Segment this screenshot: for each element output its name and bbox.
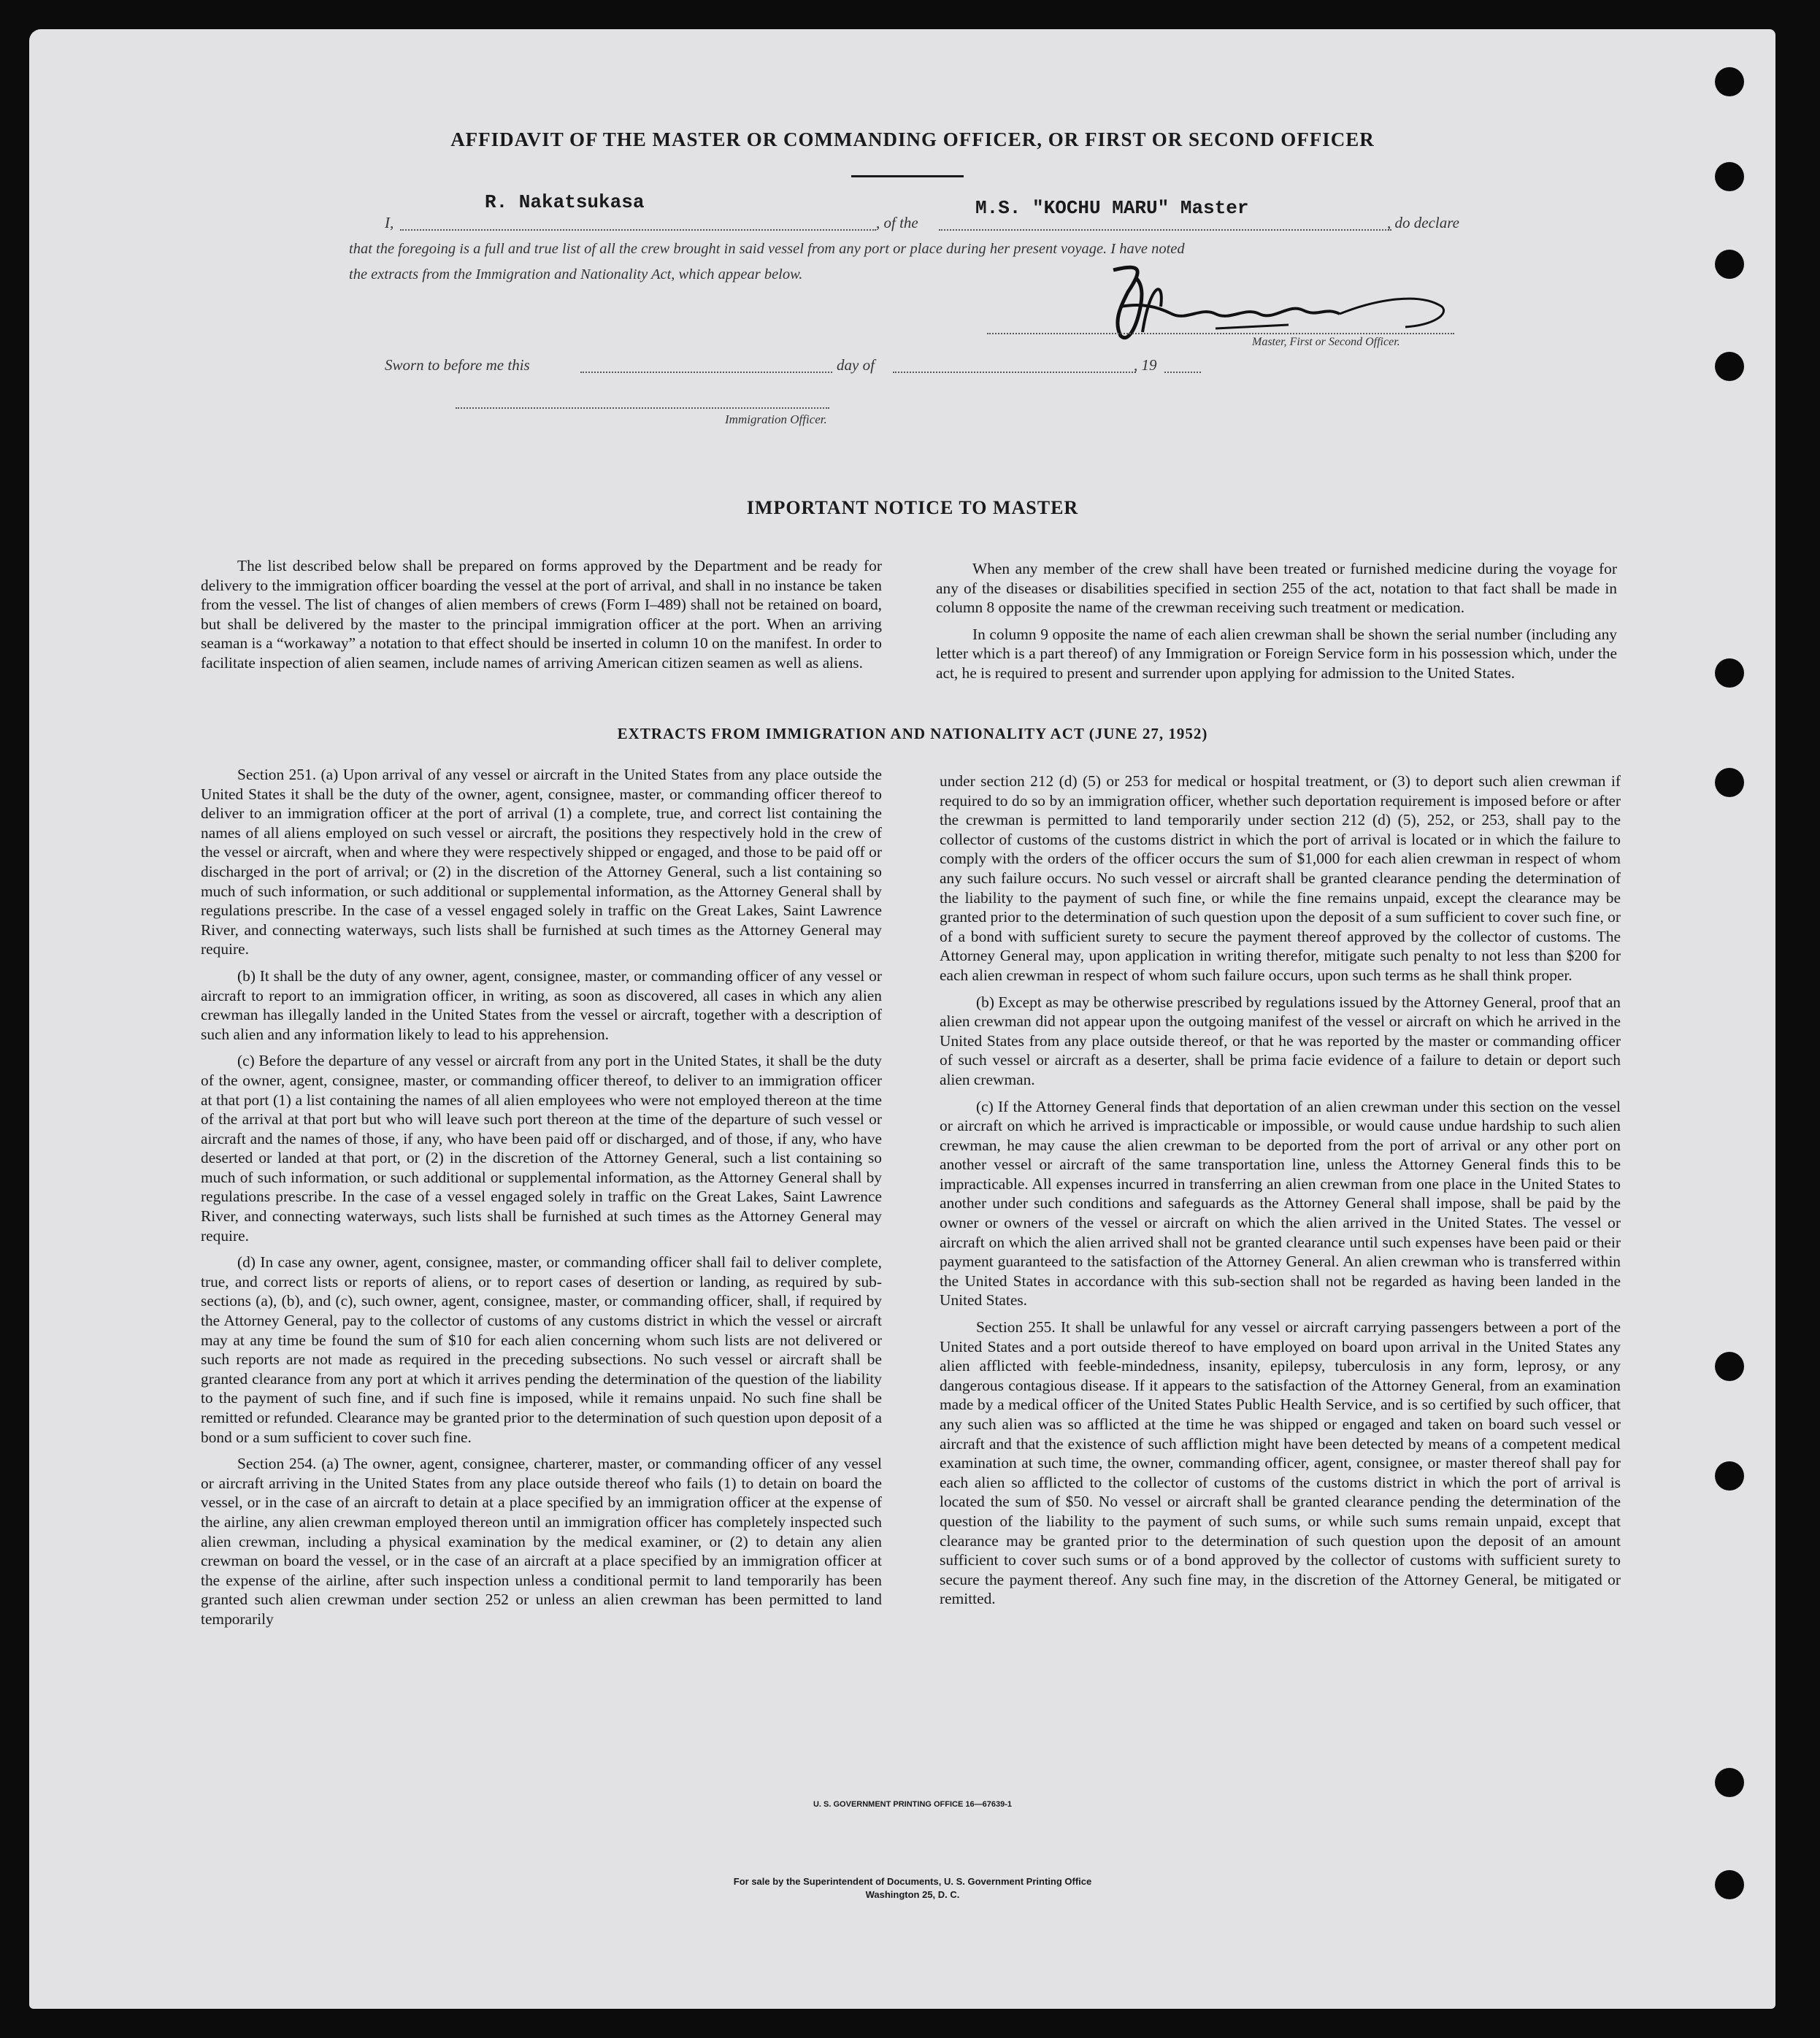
extract-paragraph: Section 251. (a) Upon arrival of any vessel or aircraft in the United States from any place outside the United States it shall be the duty of the owner, agent, consignee, master, or commanding officer thereof to deliver to an immigration officer at the port of arrival (1) a complete, true, and correct list containing the names of all aliens employed on such vessel or aircraft, the positions they respectively hold in the crew of the vessel or aircraft, when and where they were respectively shipped or engaged, and those to be paid off or discharged in the port of arrival; or (2) in the discretion of the Attorney General, such a list containing so much of such information, or such additional or supplemental information, as the Attorney General shall by regulations prescribe. In the case of a vessel engaged solely in traffic on the Great Lakes, Saint Lawrence River, and connecting waterways, such lists shall be furnished at such times as the Attorney General may require.: [201, 766, 882, 958]
binder-hole: [1715, 1461, 1744, 1491]
extract-paragraph: (d) In case any owner, agent, consignee, master, or commanding officer shall fail to deliver complete, true, and correct lists or reports of aliens, or to report cases of desertion or landing, as required by sub-sections (a), (b), and (c), such owner, agent, consignee, master, or commanding officer, shall, if required by the Attorney General, pay to the collector of customs of any customs district in which the vessel or aircraft may at any time be found the sum of $10 for each alien concerning whom such lists are not delivered or such reports are not made as required in the preceding subsections. No such vessel or aircraft shall be granted clearance from any port at which it arrives pending the determination of the question of the liability to the payment of such fine, and if such fine is imposed, while it remains unpaid. No such fine shall be remitted or refunded. Clearance may be granted prior to the determination of such question upon deposit of a bond or a sum sufficient to cover such fine.: [201, 1253, 882, 1446]
extract-paragraph: (b) It shall be the duty of any owner, agent, consignee, master, or commanding officer of any vessel or aircraft to report to an immigration officer, in writing, as soon as discovered, all cases in which any alien crewman has illegally landed in the United States from the vessel or aircraft, together with a description of such alien and any information likely to lead to his apprehension.: [201, 966, 882, 1043]
extract-paragraph: (c) Before the departure of any vessel or aircraft from any port in the United States, it shall be the duty of the owner, agent, consignee, master, or commanding officer thereof, to deliver to an immigration officer at that port (1) a list containing the names of all alien employees who were not employed thereon at the time of the arrival at that port but who will leave such port thereon at the time of the departure of such vessel or aircraft and the names of those, if any, who have been paid off or discharged, and of those, if any, who have deserted or landed at that port, or (2) in the discretion of the Attorney General, such a list containing so much of such information, or such additional or supplemental information, as the Attorney General shall by regulations prescribe. In the case of a vessel engaged solely in traffic on the Great Lakes, Saint Lawrence River, and connecting waterways, such lists shall be furnished at such times as the Attorney General may require.: [201, 1052, 882, 1245]
signature-line: [987, 333, 1454, 334]
affidavit-line2: that the foregoing is a full and true list of all the crew brought in said vessel from any port or place during her present voyage. I have noted: [349, 241, 1185, 257]
binder-hole: [1715, 658, 1744, 688]
binder-hole: [1715, 162, 1744, 191]
name-line: [400, 229, 876, 231]
notice-right-column: [936, 559, 1617, 691]
binder-hole: [1715, 352, 1744, 381]
sworn-month-line: [893, 372, 1136, 373]
notice-paragraph: The list described below shall be prepared on forms approved by the Department and be ready for delivery to the immigration officer boarding the vessel at the port of arrival, and shall in no instance be taken from the vessel. The list of changes of alien members of crews (Form I–489) shall not be retained on board, but shall be delivered by the master to the principal immigration officer at the port. When an arriving seaman is a “workaway” a notation to that effect should be inserted in column 10 on the manifest. In order to facilitate inspection of alien seamen, include names of arriving American citizen seamen as well as aliens.: [201, 557, 882, 672]
title-rule: [851, 175, 964, 177]
extract-paragraph: Section 254. (a) The owner, agent, consignee, charterer, master, or commanding officer of any vessel or aircraft arriving in the United States from any place outside thereof who fails (1) to detain on board the vessel, or in the case of an aircraft to detain at a place specified by an immigration officer at the expense of the airline, any alien crewman employed thereon until an immigration officer has completely inspected such alien crewman, including a physical examination by the medical examiner, or (2) to detain any alien crewman on board the vessel, or in the case of an aircraft at a place specified by an immigration officer at the expense of the airline, after such inspection unless a conditional permit to land temporarily has been granted such alien crewman under section 252 or unless an alien crewman has been permitted to land temporarily: [201, 1455, 882, 1628]
sworn-year-line: [1164, 372, 1201, 373]
sale-notice-line1: For sale by the Superintendent of Documents, U. S. Government Printing Office: [733, 1876, 1092, 1887]
extracts-right-column: [940, 772, 1621, 1616]
binder-hole: [1715, 1352, 1744, 1381]
extract-paragraph: (b) Except as may be otherwise prescribed by regulations issued by the Attorney General, proof that an alien crewman did not appear upon the outgoing manifest of the vessel or aircraft on which he arrived in the United States from any place outside thereof, or that he was reported by the master or commanding officer of such vessel or aircraft as a deserter, shall be prima facie evidence of a failure to detain or deport such alien crewman.: [940, 993, 1621, 1088]
extract-paragraph: (c) If the Attorney General finds that deportation of an alien crewman under this section on the vessel or aircraft on which he arrived is impracticable or impossible, or would cause undue hardship to such alien crewman, he may cause the alien crewman to be deported from the port of arrival or any other port on another vessel or aircraft of the same transportation line, unless the Attorney General finds this to be impracticable. All expenses incurred in transferring an alien crewman from one place in the United States to another under such conditions and safeguards as the Attorney General shall impose, shall be paid by the owner or owners of the vessel or aircraft on which the alien arrived in the United States. The vessel or aircraft on which the alien arrived shall not be granted clearance until such expenses have been paid or their payment guaranteed to the satisfaction of the Attorney General. An alien crewman who is transferred within the United States in accordance with this sub-section shall not be regarded as having been landed in the United States.: [940, 1097, 1621, 1310]
sworn-label: Sworn to before me this: [385, 356, 530, 374]
sale-notice-line2: Washington 25, D. C.: [865, 1889, 960, 1900]
binder-hole: [1715, 1768, 1744, 1797]
notice-title: IMPORTANT NOTICE TO MASTER: [746, 497, 1079, 518]
notice-paragraph: In column 9 opposite the name of each alien crewman shall be shown the serial number (including any letter which is a part thereof) of any Immigration or Foreign Service form in his possession which, under the act, he is required to present and surrender upon applying for admission to the United States.: [936, 625, 1617, 682]
extract-paragraph: under section 212 (d) (5) or 253 for medical or hospital treatment, or (3) to deport such alien crewman if required to do so by an immigration officer, whether such deportation requirement is imposed before or after the crewman is permitted to land temporarily under section 212 (d) (5), 252, or 253, shall pay to the collector of customs of the customs district in which the port of arrival is located or in which the failure to comply with the orders of the officer occurs the sum of $1,000 for each alien crewman in respect of whom any such failure occurs. No such vessel or aircraft shall be granted clearance pending the determination of the liability to the payment of such fine, or while the fine remains unpaid, except the clearance may be granted prior to the determination of such question upon the deposit of a sum sufficient to cover such fine, or of a bond with sufficient surety to secure the payment thereof approved by the collector of customs. The Attorney General may, upon application in writing therefor, mitigate such penalty to not less than $200 for each alien crewman in respect of whom such failure occurs, upon such terms as he shall think proper.: [940, 772, 1621, 984]
vessel-name: M.S. "KOCHU MARU" Master: [975, 197, 1249, 219]
affidavit-i-label: I,: [385, 214, 394, 231]
master-signature: [1099, 263, 1464, 365]
signature-caption: Master, First or Second Officer.: [1252, 336, 1400, 348]
gpo-imprint: U. S. GOVERNMENT PRINTING OFFICE 16—67639-1: [813, 1800, 1012, 1809]
binder-hole: [1715, 250, 1744, 279]
notice-left-column: [201, 556, 882, 680]
master-name: R. Nakatsukasa: [485, 191, 645, 213]
extracts-title: EXTRACTS FROM IMMIGRATION AND NATIONALITY ACT (JUNE 27, 1952): [617, 725, 1208, 742]
vessel-line: [939, 229, 1391, 231]
sworn-day-line: [580, 372, 832, 373]
binder-hole: [1715, 768, 1744, 797]
year-prefix: , 19: [1134, 356, 1157, 374]
notice-paragraph: When any member of the crew shall have been treated or furnished medicine during the voyage for any of the diseases or disabilities specified in section 255 of the act, notation to that fact shall be made in column 8 opposite the name of the crewman receiving such treatment or medication.: [936, 560, 1617, 617]
day-of-label: day of: [837, 356, 875, 374]
officer-line: [456, 407, 829, 409]
officer-caption: Immigration Officer.: [725, 412, 827, 426]
extracts-left-column: [201, 765, 882, 1637]
affidavit-line3: the extracts from the Immigration and Nationality Act, which appear below.: [349, 266, 803, 282]
binder-hole: [1715, 67, 1744, 96]
extract-paragraph: Section 255. It shall be unlawful for any vessel or aircraft carrying passengers between a port of the United States and a port outside thereof to have employed on board upon arrival in the United States any alien afflicted with feeble-mindedness, insanity, epilepsy, tuberculosis in any form, leprosy, or any dangerous contagious disease. If it appears to the satisfaction of the Attorney General, from an examination made by a medical officer of the United States Public Health Service, and is so certified by such officer, that any such alien was so afflicted at the time he was shipped or engaged and taken on board such vessel or aircraft and that the existence of such affliction might have been detected by means of a competent medical examination at such time, the owner, commanding officer, agent, consignee, or master thereof shall pay for each alien so afflicted to the collector of customs of the customs district in which the port of arrival is located the sum of $50. No vessel or aircraft shall be granted clearance pending the determination of the question of the liability to the payment of such sums, or while such sums remain unpaid, except that clearance may be granted prior to the determination of such question upon the deposit of an amount sufficient to cover such sums or of a bond approved by the collector of customs with sufficient surety to secure the payment thereof. Any such fine may, in the discretion of the Attorney General, be mitigated or remitted.: [940, 1318, 1621, 1608]
do-declare-label: , do declare: [1387, 214, 1459, 231]
of-the-label: , of the: [876, 214, 918, 231]
binder-hole: [1715, 1870, 1744, 1899]
affidavit-title: AFFIDAVIT OF THE MASTER OR COMMANDING OFFICER, OR FIRST OR SECOND OFFICER: [450, 128, 1375, 150]
